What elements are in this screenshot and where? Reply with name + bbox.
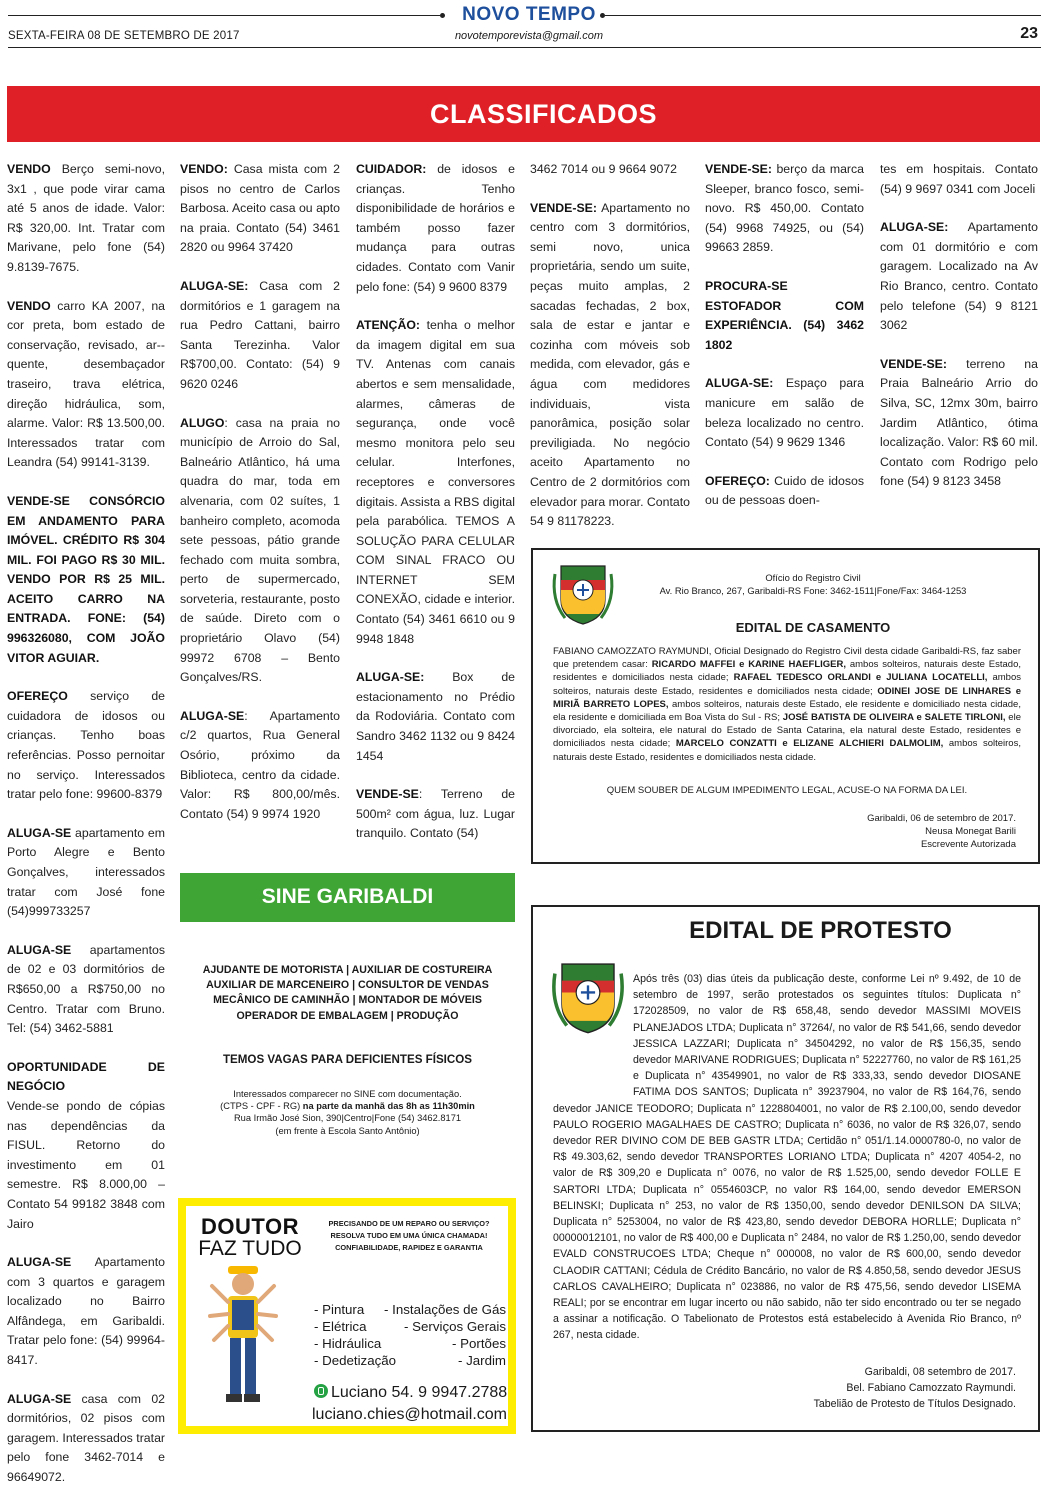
sine-docs: (CTPS - CPF - RG) xyxy=(220,1101,303,1112)
service-item: - Dedetização xyxy=(314,1353,397,1368)
ad-keyword: VENDO: xyxy=(180,162,228,176)
classified-ad xyxy=(7,160,165,278)
service-item: - Elétrica xyxy=(314,1319,367,1334)
column-1 xyxy=(7,160,165,1507)
classified-ad xyxy=(180,277,340,395)
logo-line-2: FAZ TUDO xyxy=(198,1237,302,1260)
couple-names: RAFAEL TEDESCO ORLANDI e JULIANA LOCATELLI, xyxy=(733,672,988,684)
ad-keyword: ALUGA-SE: xyxy=(705,376,774,391)
ad-text: Box de estacionamento no Prédio da Rodoviária. Contato com Sandro 3462 1132 ou 9 8424 1454 xyxy=(356,670,515,763)
classified-ad-continued: 3462 7014 ou 9 9664 9072 xyxy=(530,162,678,176)
ad-keyword: VENDO xyxy=(7,298,51,313)
classified-ad xyxy=(705,374,864,452)
classified-ad xyxy=(7,687,165,805)
signer-name: Bel. Fabiano Camozzato Raymundi. xyxy=(846,1382,1016,1394)
classified-ad xyxy=(7,1058,165,1234)
classified-ad xyxy=(880,218,1038,336)
service-item: - Serviços Gerais xyxy=(404,1319,506,1334)
ad-keyword: ATENÇÃO: xyxy=(356,318,420,333)
service-item: - Jardim xyxy=(457,1353,506,1368)
page-number: 23 xyxy=(1020,25,1038,42)
column-3 xyxy=(356,160,515,863)
couple-names: MARCELO CONZATTI e ELIZANE ALCHIERI DALMOLIM, xyxy=(675,738,944,750)
ad-keyword: ALUGA-SE: xyxy=(356,670,425,685)
classified-ad: PROCURA-SE ESTOFADOR COM EXPERIÊNCIA. (54) 3462 1802 xyxy=(705,278,864,352)
edital-warning: QUEM SOUBER DE ALGUM IMPEDIMENTO LEGAL, ACUSE-O NA FORMA DA LEI. xyxy=(606,785,968,796)
column-4 xyxy=(530,160,690,551)
classified-ad xyxy=(880,355,1038,492)
ad-keyword: VENDO xyxy=(7,162,51,176)
sine-deficientes: TEMOS VAGAS PARA DEFICIENTES FÍSICOS xyxy=(222,1053,473,1066)
whatsapp-icon xyxy=(314,1384,328,1398)
classified-ad xyxy=(705,472,864,511)
ad-text: Apartamento com 3 quartos e garagem localizado no Bairro Alfândega, em Garibaldi. Tratar pelo fone: (54) 99964-8417. xyxy=(7,1255,165,1368)
classified-ad xyxy=(180,707,340,825)
edital-date: Garibaldi, 06 de setembro de 2017. xyxy=(867,813,1016,824)
edital-protesto-body xyxy=(553,971,1021,1344)
phone-text: Luciano 54. 9 9947.2788 xyxy=(331,1384,508,1401)
doutor-tagline xyxy=(311,1218,507,1254)
ad-text: Casa mista com 2 pisos no centro de Carlos Barbosa. Aceito casa ou apto na praia. Contato (54) 3461 2820 ou 9964 37420 xyxy=(180,162,340,255)
signer-name: Neusa Monegat Barili xyxy=(925,826,1016,837)
ad-keyword: ALUGA-SE: xyxy=(180,278,249,293)
doutor-email[interactable]: luciano.chies@hotmail.com xyxy=(312,1406,507,1423)
service-item: - Instalações de Gás xyxy=(384,1302,506,1317)
service-item: - Hidráulica xyxy=(314,1336,382,1351)
classified-ad xyxy=(7,941,165,1039)
couple-names: RICARDO MAFFEI e KARINE HAEFLIGER, xyxy=(651,659,846,671)
ad-keyword: ALUGA-SE xyxy=(7,942,72,957)
tagline-line: PRECISANDO DE UM REPARO OU SERVIÇO? xyxy=(328,1219,490,1228)
edital-text: ele divorciado, ela solteira, ele natural do Estado de Santa Catarina, ela natural deste Estado, residentes e domiciliados nesta cidade; xyxy=(553,712,1021,750)
classified-ad-continued: tes em hospitais. Contato (54) 9 9697 0341 com Joceli xyxy=(880,162,1038,196)
ad-text: Berço semi-novo, 3x1 , que pode virar cama até 5 anos de idade. Valor: R$ 320,00. Int. Tratar com Marivane, pelo fone (54) 9.8139-7675. xyxy=(7,162,165,274)
crest-float-spacer xyxy=(553,971,633,1085)
ad-keyword: OFEREÇO xyxy=(7,689,68,704)
ad-keyword: ALUGA-SE xyxy=(180,708,245,723)
ad-text: apartamentos de 02 e 03 dormitórios de R$650,00 a R$750,00 no Centro. Tratar com Bruno. Tel: (54) 3462-5881 xyxy=(7,942,165,1036)
sine-info-line: Rua Irmão José Sion, 390|Centro|Fone (54) 3462.8171 xyxy=(233,1113,462,1124)
office-address: Av. Rio Branco, 267, Garibaldi-RS Fone: 3462-1511|Fone/Fax: 3464-1253 xyxy=(659,585,967,596)
header-email[interactable]: novotemporevista@gmail.com xyxy=(454,30,604,42)
ad-text: apartamento em Porto Alegre e Bento Gonçalves, interessados tratar com José fone (54)999733257 xyxy=(7,825,165,919)
classified-ad xyxy=(356,160,515,297)
service-item: - Portões xyxy=(452,1336,506,1351)
edital-casamento-title: EDITAL DE CASAMENTO xyxy=(735,620,891,635)
tagline-line: CONFIABILIDADE, RAPIDEZ E GARANTIA xyxy=(335,1243,483,1252)
sine-job-line: AUXILIAR DE MARCENEIRO | CONSULTOR DE VENDAS xyxy=(206,979,489,992)
tagline-line: RESOLVA TUDO EM UMA ÚNICA CHAMADA! xyxy=(330,1231,488,1240)
edital-signature xyxy=(814,1364,1016,1412)
signer-role: Tabelião de Protesto de Títulos Designado. xyxy=(813,1398,1016,1410)
ad-keyword: VENDE-SE xyxy=(356,787,419,802)
edital-text: Após três (03) dias úteis da publicação deste, conforme Lei nº 9.492, de 10 de setembro de 1997, serão protestados os seguintes títulos: Duplicata n° 172028509, no valor de R$ 658,48, sendo devedor MASSIMI MOVEIS PLANEJADOS LTDA; Duplicata n° 37264/, no valor de R$ 541,66, sendo devedor JESSICA LAZZARI; Duplicata n° 34504292, no valor de R$ 156,35, sendo devedor MARIVANE RODRIGUES; Duplicata n° 52227760, no valor de R$ 161,25 e Duplicata n° 43549901, no valor de R$ 333,33, sendo devedor DIOSANE FATIMA DOS SANTOS; Duplicata n° 39237904, no valor de R$ 164,76, sendo devedor JANICE TEODORO; Duplicata n° 1228804001, no valor de R$ 2.100,00, sendo devedor PAULO ROGERIO MAGALHAES DE CASTRO; Duplicata n° 6036, no valor de R$ 326,07, sendo devedor RER DIVINO COM DE BEB GASTR LTDA; Certidão n° 051/1.14.0000780-0, no valor de R$ 49.303,62, sendo devedor TRANSPORTES LORIANO LTDA; Duplicata n° 4207 4054-2, no valor de R$ 309,20 e Duplicata n° 0076, no valor de R$ 1.525,00, sendo devedor FOLLE E SARTORI LTDA; Duplicata n° 0554603CP, no valor R$ 164,00, sendo devedor EMERSON BELINSKI; Duplicata n° 253, no valor de R$ 1350,00, sendo devedor DENILSON DA SILVA; Duplicata n° 5253004, no valor de R$ 423,80, sendo devedor DEBORA HORLLE; Duplicata n° 00000012101, no valor de R$ 400,00 e Duplicata n° 2484, no valor de R$ 1.250,00, sendo devedor EVALD CONSTRUCOES LTDA; Cheque n° 000008, no valor de R$ 600,00, sendo devedor CLAODIR CATTANI; Cédula de Crédito Bancário, no valor de R$ 4.850,58, sendo devedor JESUS CARLOS CAVALHEIRO; Duplicata n° 023886, no valor de R$ 475,56, sendo devedor LISEMA REALI; por se encontrar em lugar incerto ou não sabido, não ter sido encontrado ou ter se negado a assinar a notificação. O Tabelionato de Protestos está estabelecido à Avenida Rio Branco, nº 267, nesta cidade. xyxy=(553,973,1021,1342)
ad-text: : Apartamento c/2 quartos, Rua General Osório, próximo da Biblioteca, centro da cidade. Valor: R$ 800,00/mês. Contato (54) 9 9974 1920 xyxy=(180,708,340,821)
ad-keyword: OPORTUNIDADE DE NEGÓCIO xyxy=(7,1059,165,1094)
service-item: - Pintura xyxy=(314,1302,365,1317)
sine-jobs xyxy=(180,963,515,1024)
classified-ad xyxy=(7,1253,165,1371)
services-right xyxy=(384,1301,506,1369)
sine-title: SINE GARIBALDI xyxy=(261,885,434,908)
ad-text: terreno na Praia Balneário Arrio do Silva, SC, 12mx 30m, bairro Jardim Atlântico, ótima localização. Valor: R$ 60 mil. Contato com Rodrigo pelo fone (54) 9 8123 3458 xyxy=(880,356,1038,489)
edital-text: ambos solteiros, naturais deste Estado, residentes e domiciliados nesta cidade; xyxy=(553,659,1022,684)
masthead: NOVO TEMPO xyxy=(462,4,596,25)
doutor-phone[interactable] xyxy=(314,1384,508,1402)
classified-ad: VENDE-SE CONSÓRCIO EM ANDAMENTO PARA IMÓVEL. CRÉDITO R$ 304 MIL. FOI PAGO R$ 30 MIL. VENDO POR R$ 25 MIL. ACEITO CARRO NA ENTRADA. FONE: (54) 996326080, COM JOÃO VITOR AGUIAR. xyxy=(7,493,165,665)
signer-role: Escrevente Autorizada xyxy=(920,839,1016,850)
ad-keyword: VENDE-SE: xyxy=(705,162,772,176)
ad-text: Apartamento com 01 dormitório e com garagem. Localizado na Av Rio Branco, centro. Contato pelo telefone (54) 9 8121 3062 xyxy=(880,220,1038,333)
classified-ad xyxy=(7,824,165,922)
ad-keyword: CUIDADOR: xyxy=(356,162,427,176)
section-title: CLASSIFICADOS xyxy=(429,99,657,129)
office-name: Ofício do Registro Civil xyxy=(765,572,861,583)
ad-text: Vende-se pondo de cópias nas dependências da FISUL. Retorno do investimento em 01 semestre. R$ 8.000,00 – Contato 54 99182 3848 com Jairo xyxy=(7,1098,165,1231)
ad-text: Apartamento no centro com 3 dormitórios, semi novo, unica proprietária, sendo um suite, peças muito amplas, 2 sacadas fechadas, 2 box, sala de estar e jantar e cozinha com móveis sob medida, com elevador, gás e água com medidores individuais, vista panorâmica, posição solar previligiada. No negócio aceito Apartamento no Centro de 2 dormitórios com elevador para morar. Contato 54 9 81178223. xyxy=(530,200,690,529)
ad-text: Casa com 2 dormitórios e 1 garagem na rua Pedro Cattani, bairro Santa Terezinha. Valor R$700,00. Contato: (54) 9 9620 0246 xyxy=(180,278,340,391)
ad-text: tenha o melhor da imagem digital em sua TV. Antenas com canais abertos e sem mensalidade, alarmes, câmeras de segurança, onde você mesmo monitora pelo seu celular. Interfones, receptores e conversores digitais. Assista a RBS digital pela parabólica. TEMOS A SOLUÇÃO PARA CELULAR COM SINAL FRACO OU INTERNET SEM CONEXÃO, cidade e interior. Contato (54) 3461 6610 ou 9 9948 1848 xyxy=(356,318,515,646)
doutor-faz-tudo-ad xyxy=(178,1198,516,1434)
sine-job-line: OPERADOR DE EMBALAGEM | PRODUÇÃO xyxy=(236,1009,459,1022)
ad-keyword: ALUGA-SE xyxy=(7,1391,72,1406)
ad-text: serviço de cuidadora de idosos ou crianças. Tenho boas referências. Posso pernoitar no serviço. Interessados tratar pelo fone: 99600-8379 xyxy=(7,689,165,802)
doutor-inner xyxy=(186,1206,508,1426)
edital-protesto-title: EDITAL DE PROTESTO xyxy=(689,917,952,944)
ad-text: : casa na praia no município de Arroio do Sal, Balneário Atlântico, há uma quadra do mar, toda em alvenaria, com 02 suítes, 1 banheiro completo, acomoda sete pessoas, pátio grande fechado com muita sombra, perto de supermercado, sorveteria, restaurante, posto de saúde. Direto com o proprietário Olavo (54) 99972 6708 – Bento Gonçalves/RS. xyxy=(180,415,340,685)
edital-text: ambos solteiros, naturais deste Estado, residentes e domiciliados nesta cidade; xyxy=(553,672,1021,697)
ad-keyword: OFEREÇO: xyxy=(705,473,770,488)
edital-text: FABIANO CAMOZZATO RAYMUNDI, Oficial Designado do Registro Civil desta cidade Garibaldi-RS, faz saber que pretendem casar: xyxy=(553,646,1021,671)
edital-text: ambos solteiros, naturais deste Estado, ele residente e domiciliado nesta cidade, ela residente e domiciliada em Boa Vista do Sul - RS; xyxy=(553,698,1021,724)
edital-date: Garibaldi, 08 setembro de 2017. xyxy=(864,1366,1016,1378)
classified-ad xyxy=(356,668,515,766)
classified-ad xyxy=(705,160,864,258)
edital-casamento-body xyxy=(553,645,1021,764)
doutor-logo xyxy=(194,1216,306,1260)
ad-text: Cuido de idosos ou de pessoas doen- xyxy=(705,473,864,508)
ad-text: casa com 02 dormitórios, 02 pisos com garagem. Interessados tratar pelo fone 3462-7014 e 96649072. xyxy=(7,1391,165,1485)
sine-info xyxy=(180,1088,515,1137)
column-5 xyxy=(705,160,864,530)
issue-date: SEXTA-FEIRA 08 DE SETEMBRO DE 2017 xyxy=(8,30,240,42)
column-2 xyxy=(180,160,340,843)
ad-keyword: VENDE-SE: xyxy=(880,356,947,371)
sine-info-line: (em frente à Escola Santo Antônio) xyxy=(275,1125,420,1136)
sine-ad xyxy=(180,873,515,1150)
ad-keyword: VENDE-SE: xyxy=(530,200,597,215)
ad-keyword: ALUGO xyxy=(180,415,225,430)
classified-ad xyxy=(180,414,340,688)
sine-hours: na parte da manhã das 8h as 11h30min xyxy=(302,1101,475,1112)
classified-ad xyxy=(7,1390,165,1488)
classified-ad xyxy=(530,199,690,532)
edital-text: ambos solteiros, naturais deste Estado, residentes e domiciliados nesta cidade. xyxy=(553,738,1021,763)
sine-job-line: AJUDANTE DE MOTORISTA | AUXILIAR DE COSTUREIRA xyxy=(202,964,493,976)
edital-signature xyxy=(867,812,1016,851)
ad-text: Espaço para manicure em salão de beleza localizado no centro. Contato (54) 9 9629 1346 xyxy=(705,376,864,450)
sine-info-line: Interessados comparecer no SINE com documentação. xyxy=(233,1089,462,1099)
sine-info-line xyxy=(180,1100,515,1112)
ad-keyword: ALUGA-SE xyxy=(7,1255,72,1270)
ad-text: berço da marca Sleeper, branco fosco, semi-novo. R$ 450,00. Contato (54) 9968 74925, ou (54) 99663 2859. xyxy=(705,162,864,255)
ad-keyword: ALUGA-SE: xyxy=(880,220,949,235)
ad-text: : Terreno de 500m² com água, luz. Lugar tranquilo. Contato (54) xyxy=(356,787,515,841)
ad-text: carro KA 2007, na cor preta, bom estado de conservação, revisado, ar--quente, desembaçador traseiro, trava elétrica, direção hidráulica, som, alarme. Valor: R$ 13.500,00. Interessados tratar com Leandra (54) 99141-3139. xyxy=(7,298,165,470)
logo-line-1: DOUTOR xyxy=(201,1214,299,1239)
column-6 xyxy=(880,160,1038,511)
classified-ad xyxy=(356,316,515,649)
ad-text: de idosos e crianças. Tenho disponibilidade de horários e também posso fazer mudança para outras cidades. Contato com Vanir pelo fone: (54) 9 9600 8379 xyxy=(356,162,515,294)
couple-names: JOSÉ BATISTA DE OLIVEIRA e SALETE TIRLONI, xyxy=(782,712,1006,724)
classified-ad xyxy=(180,160,340,258)
classified-ad xyxy=(7,297,165,473)
ad-keyword: ALUGA-SE xyxy=(7,825,72,840)
classified-ad xyxy=(356,785,515,844)
handyman-illustration-icon xyxy=(208,1264,278,1414)
header-bottom-rule xyxy=(8,47,1041,48)
couple-names: ODINEI JOSE DE LINHARES e MIRIÃ BARRETO LOPES, xyxy=(553,685,1021,710)
edital-casamento-box xyxy=(531,548,1040,864)
edital-protesto-box xyxy=(531,905,1040,1432)
sine-job-line: MECÂNICO DE CAMINHÃO | MONTADOR DE MÓVEIS xyxy=(213,994,482,1007)
